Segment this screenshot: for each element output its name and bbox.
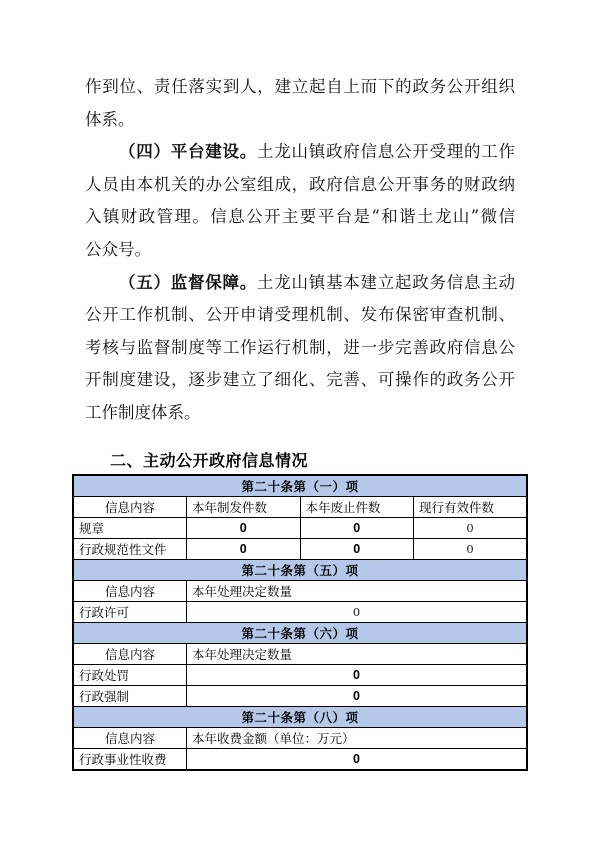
- table-header-cell: 信息内容: [73, 581, 187, 602]
- text-segment: 公众号。: [85, 239, 151, 259]
- text-segment: 入镇财政管理。信息公开主要平台是“和谐土龙山”微信: [85, 207, 515, 227]
- value-cell: 0: [187, 539, 301, 560]
- row-label: 行政处罚: [73, 665, 187, 686]
- value-cell: 0: [187, 686, 528, 707]
- table-header-cell: 本年收费金额（单位：万元）: [187, 728, 528, 749]
- text-line: [85, 136, 515, 169]
- text-segment: 土龙山镇政府信息公开受理的工作: [257, 142, 515, 162]
- table-section-band: 第二十条第（八）项: [73, 707, 527, 728]
- row-label: 行政许可: [73, 602, 187, 623]
- text-line: [85, 71, 515, 104]
- value-cell: 0: [300, 539, 414, 560]
- row-label: 规章: [73, 518, 187, 539]
- text-line: [85, 169, 515, 202]
- value-cell: 0: [187, 518, 301, 539]
- table-section-band: 第二十条第（一）项: [73, 475, 527, 497]
- table-header-row: [73, 728, 527, 749]
- text-segment: 考核与监督制度等工作运行机制，进一步完善政府信息公: [85, 337, 515, 357]
- text-line: [85, 332, 515, 365]
- body-text: [85, 71, 515, 430]
- table-header-cell: 本年废止件数: [300, 497, 414, 518]
- bold-text-segment: （五）监督保障。: [119, 272, 257, 292]
- table-header-row: [73, 644, 527, 665]
- value-cell: 0: [414, 539, 528, 560]
- table-section-row: [73, 560, 527, 581]
- table-row: [73, 602, 527, 623]
- text-segment: 体系。: [85, 109, 135, 129]
- table-section-row: [73, 707, 527, 728]
- table-section-row: [73, 475, 527, 497]
- section-heading: 二、主动公开政府信息情况: [110, 453, 309, 470]
- value-cell: 0: [414, 518, 528, 539]
- text-line: [85, 299, 515, 332]
- row-label: 行政规范性文件: [73, 539, 187, 560]
- row-label: 行政事业性收费: [73, 749, 187, 771]
- value-cell: 0: [300, 518, 414, 539]
- table-header-cell: 现行有效件数: [414, 497, 528, 518]
- value-cell: 0: [187, 749, 528, 771]
- text-line: [85, 397, 515, 430]
- table-section-band: 第二十条第（五）项: [73, 560, 527, 581]
- text-segment: 工作制度体系。: [85, 402, 201, 422]
- table-row: [73, 749, 527, 771]
- table-header-cell: 本年处理决定数量: [187, 581, 528, 602]
- text-segment: 人员由本机关的办公室组成，政府信息公开事务的财政纳: [85, 174, 515, 194]
- table-header-cell: 信息内容: [73, 644, 187, 665]
- table-header-row: [73, 497, 527, 518]
- disclosure-table: [72, 474, 528, 771]
- value-cell: 0: [187, 665, 528, 686]
- value-cell: 0: [187, 602, 528, 623]
- text-line: [85, 364, 515, 397]
- row-label: 行政强制: [73, 686, 187, 707]
- table-section-band: 第二十条第（六）项: [73, 623, 527, 644]
- text-line: [85, 104, 515, 137]
- table-row: [73, 518, 527, 539]
- table-header-cell: 信息内容: [73, 728, 187, 749]
- table-row: [73, 665, 527, 686]
- table-header-row: [73, 581, 527, 602]
- table-header-cell: 本年制发件数: [187, 497, 301, 518]
- text-segment: 作到位、责任落实到人，建立起自上而下的政务公开组织: [85, 77, 515, 96]
- text-line: [85, 267, 515, 300]
- bold-text-segment: （四）平台建设。: [119, 142, 257, 162]
- text-segment: 开制度建设，逐步建立了细化、完善、可操作的政务公开: [85, 370, 515, 390]
- table-row: [73, 686, 527, 707]
- text-segment: 公开工作机制、公开申请受理机制、发布保密审查机制、: [85, 305, 515, 325]
- text-line: [85, 201, 515, 234]
- table-row: [73, 539, 527, 560]
- text-line: [85, 234, 515, 267]
- text-segment: 土龙山镇基本建立起政务信息主动: [257, 272, 515, 292]
- table-header-cell: 本年处理决定数量: [187, 644, 528, 665]
- table-section-row: [73, 623, 527, 644]
- table-header-cell: 信息内容: [73, 497, 187, 518]
